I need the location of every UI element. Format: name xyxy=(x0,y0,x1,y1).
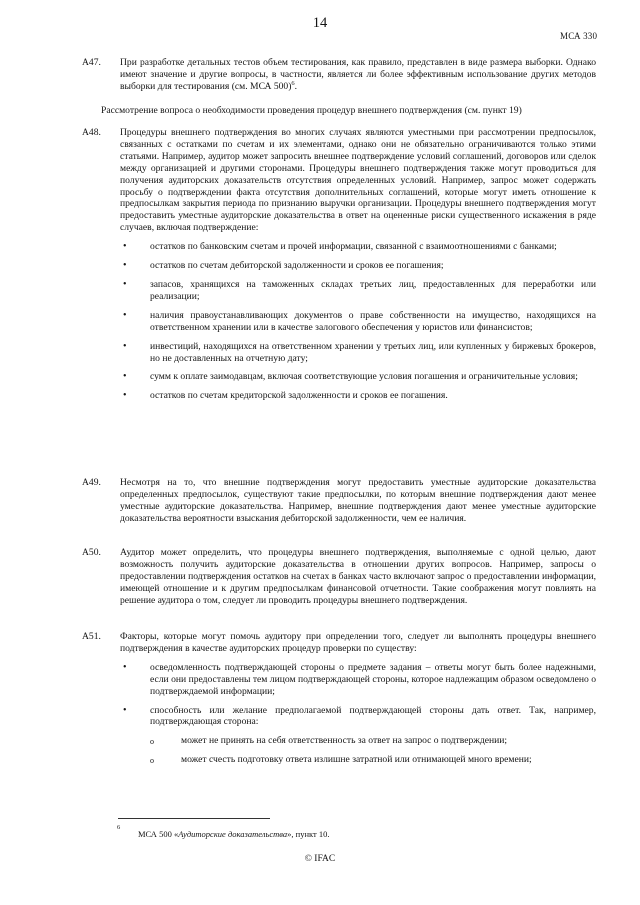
bullet-icon: • xyxy=(123,241,127,253)
paragraph-label: A48. xyxy=(82,127,101,138)
bullet-icon: • xyxy=(123,390,127,402)
list-item: • запасов, хранящихся на таможенных складах третьих лиц, предоставленных для переработки или реализации; xyxy=(123,278,596,302)
paragraph-text: Процедуры внешнего подтверждения во многих случаях являются уместными при рассмотрении предпосылок, связанных с остатками по счетам и их элементами, однако они не обязательно ограничиваются только этими статьями. Например, аудитор может запросить внешнее подтверждение условий соглашений, договоров или сделок между организацией и другими сторонами. Процедуры внешнего подтверждения также могут проводиться для получения аудиторских доказательств отсутствия определенных условий. Например, запрос может содержать просьбу о подтверждении факта отсутствия дополнительных соглашений, которые могут иметь отношение к предпосылкам закрытия периода по признанию выручки организации. Процедуры внешнего подтверждения могут предоставить уместные аудиторские доказательства в ответ на оцененные риски существенного искажения в ряде случаев, включая подтверждение: xyxy=(120,127,596,234)
bullet-icon: • xyxy=(123,260,127,272)
list-item: • остатков по счетам кредиторской задолженности и сроков ее погашения. xyxy=(123,390,448,402)
list-item: • наличия правоустанавливающих документов о праве собственности на имущество, находящихся на ответственном хранении или в качестве залогового обеспечения у юристов или финансистов; xyxy=(123,309,596,333)
paragraph-text: Факторы, которые могут помочь аудитору при определении того, следует ли выполнять процедуры внешнего подтверждения в качестве аудиторских процедур проверки по существу: xyxy=(120,631,596,654)
bullet-icon: • xyxy=(123,309,127,321)
paragraph-text: Несмотря на то, что внешние подтверждения могут предоставить уместные аудиторские доказательства определенных предпосылок, существуют такие предпосылки, по которым внешние подтверждения дают менее уместные аудиторские доказательства. Например, внешние подтверждения дают менее уместные аудиторские доказательства вероятности взыскания дебиторской задолженности, чем ее наличия. xyxy=(120,477,596,524)
paragraph-label: A51. xyxy=(82,631,101,642)
paragraph-text: Аудитор может определить, что процедуры внешнего подтверждения, выполняемые с одной целью, дают возможность получить аудиторские доказательства в отношении других вопросов. Например, запросы о предоставлении подтверждения остатков на счетах в банках часто включают запрос о предоставлении информации, имеющей отношение и к другим предпосылкам финансовой отчетности. Такие соображения могут повлиять на решение аудитора о том, следует ли проводить процедуры внешнего подтверждения. xyxy=(120,547,596,606)
section-heading: Рассмотрение вопроса о необходимости проведения процедур внешнего подтверждения (см. пункт 19) xyxy=(101,105,522,116)
list-item: • осведомленность подтверждающей стороны о предмете задания – ответы могут быть более надежными, если они предоставлены тем лицом подтверждающей стороны, которое надлежащим образом осведомлено о подтверждаемой информации; xyxy=(123,661,596,697)
bullet-icon: • xyxy=(123,340,127,352)
paragraph-a48 xyxy=(82,127,596,402)
paragraph-label: A49. xyxy=(82,477,101,488)
list-item: • остатков по счетам дебиторской задолженности и сроков ее погашения; xyxy=(123,260,444,272)
paragraph-label: A50. xyxy=(82,547,101,558)
bullet-list xyxy=(120,241,596,402)
footnote-ref[interactable]: 6 xyxy=(291,79,295,87)
paragraph-a47 xyxy=(82,57,596,93)
paragraph-a50 xyxy=(82,547,596,607)
sub-bullet-list xyxy=(150,735,596,766)
bullet-icon: • xyxy=(123,704,127,716)
paragraph-label: A47. xyxy=(82,57,101,68)
footnote-title: Аудиторские доказательства xyxy=(178,829,288,839)
footnote-divider xyxy=(118,818,270,819)
paragraph-a51 xyxy=(82,631,596,766)
footnote-text: МСА 500 «Аудиторские доказательства», пункт 10. xyxy=(138,829,330,839)
paragraph-a49 xyxy=(82,477,596,525)
bullet-icon: • xyxy=(123,278,127,290)
list-item: • способность или желание предполагаемой подтверждающей стороны дать ответ. Так, например, подтверждающая сторона: o может не принять на себя ответственность за ответ на запрос о подтверждении; o может счесть подготовку ответа излишне затратной или отнимающей много времени; xyxy=(123,704,596,766)
bullet-icon: • xyxy=(123,371,127,383)
standard-code: МСА 330 xyxy=(560,31,598,41)
circle-bullet-icon: o xyxy=(150,756,154,766)
circle-bullet-icon: o xyxy=(150,737,154,747)
bullet-list xyxy=(120,662,596,766)
list-item: • инвестиций, находящихся на ответственном хранении у третьих лиц, или купленных у биржевых брокеров, но не доставленных на отчетную дату; xyxy=(123,340,596,364)
bullet-icon: • xyxy=(123,661,127,673)
footnote-mark: 6 xyxy=(117,824,121,831)
page-number: 14 xyxy=(312,15,328,31)
sub-list-item: o может счесть подготовку ответа излишне затратной или отнимающей много времени; xyxy=(150,754,532,766)
list-item: • сумм к оплате заимодавцам, включая соответствующие условия погашения и ограничительные условия; xyxy=(123,371,578,383)
sub-list-item: o может не принять на себя ответственность за ответ на запрос о подтверждении; xyxy=(150,735,508,747)
paragraph-text: При разработке детальных тестов объем тестирования, как правило, представлен в виде размера выборки. Однако имеют значение и другие вопросы, в частности, является ли более эффективным использование других методов выборки для тестирования (см. МСА 500)$^6$. xyxy=(120,57,596,92)
copyright-footer: © IFAC xyxy=(304,854,336,864)
list-item: • остатков по банковским счетам и прочей информации, связанной с взаимоотношениями с банками; xyxy=(123,241,557,253)
